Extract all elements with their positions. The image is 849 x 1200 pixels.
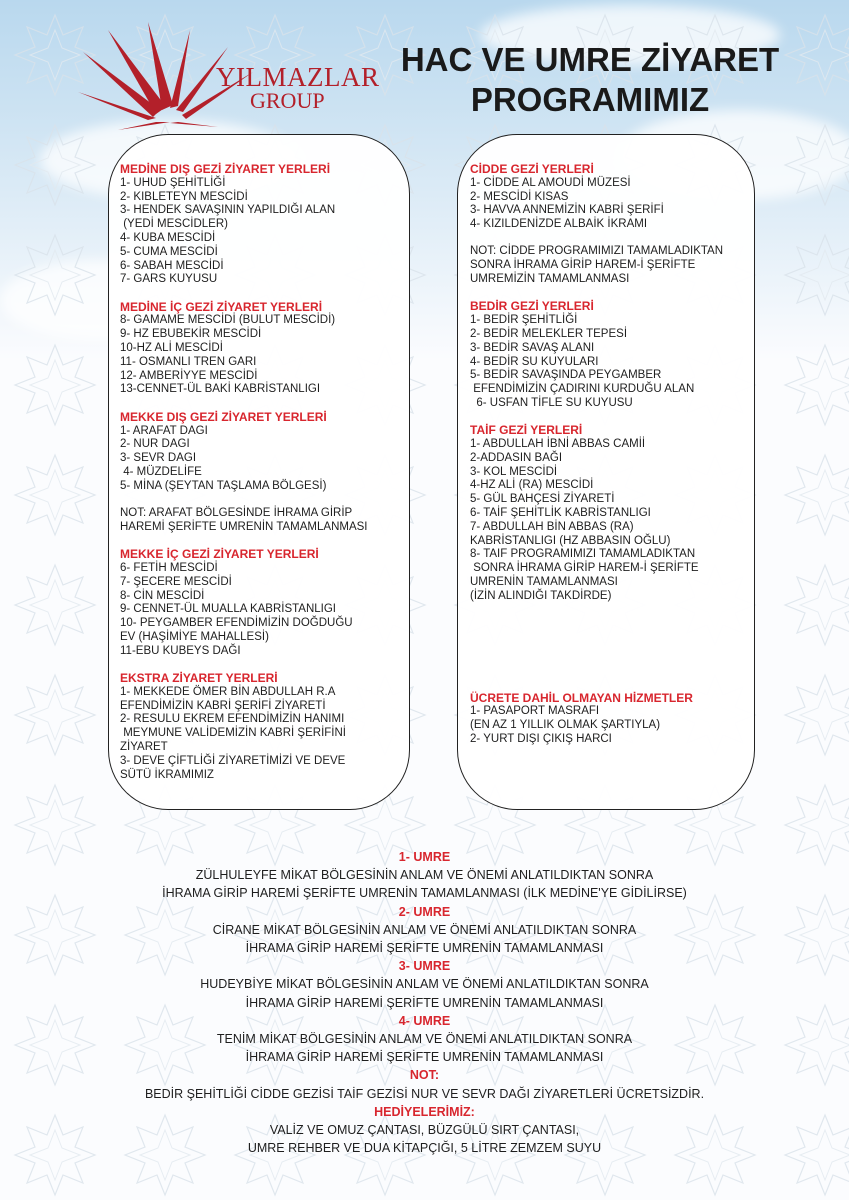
list-item: 1- MEKKEDE ÖMER BİN ABDULLAH R.A bbox=[120, 685, 336, 698]
list-item: 9- HZ EBUBEKİR MESCİDİ bbox=[120, 328, 262, 341]
list-item: 4- MÜZDELİFE bbox=[120, 465, 202, 478]
list-item: 2- YURT DIŞI ÇIKIŞ HARCI bbox=[470, 733, 612, 745]
list-item: 1- ARAFAT DAGI bbox=[120, 424, 208, 437]
list-item: EV (HAŞİMİYE MAHALLESİ) bbox=[120, 630, 269, 643]
list-item: 10-HZ ALİ MESCİDİ bbox=[120, 342, 223, 355]
list-item: 11-EBU KUBEYS DAĞI bbox=[120, 644, 241, 657]
section-block bbox=[120, 548, 405, 658]
list-item: 8- GAMAME MESCİDİ (BULUT MESCİDİ) bbox=[120, 314, 336, 327]
note-block bbox=[120, 507, 405, 535]
list-item: 6- FETİH MESCİDİ bbox=[120, 561, 218, 574]
list-item: 3- SEVR DAGI bbox=[120, 452, 197, 465]
section-title: TAİF GEZİ YERLERİ bbox=[470, 423, 583, 438]
section-block bbox=[470, 692, 752, 747]
text-line: İHRAMA GİRİP HAREMİ ŞERİFTE UMRENİN TAMAMLANMASI bbox=[245, 995, 604, 1010]
section-block bbox=[470, 300, 752, 410]
list-item: 3- HAVVA ANNEMİZİN KABRİ ŞERİFİ bbox=[470, 204, 664, 217]
text-line: HUDEYBİYE MİKAT BÖLGESİNİN ANLAM VE ÖNEMİ ANLATILDIKTAN SONRA bbox=[200, 977, 649, 992]
list-item: 2- BEDİR MELEKLER TEPESİ bbox=[470, 327, 628, 340]
list-item: 6- TAİF ŞEHİTLİK KABRİSTANLIGI bbox=[470, 507, 651, 520]
list-item: 4- KUBA MESCİDİ bbox=[120, 231, 216, 244]
list-item: 3- BEDİR SAVAŞ ALANI bbox=[470, 341, 595, 354]
text-line: İHRAMA GİRİP HAREMİ ŞERİFTE UMRENİN TAMAMLANMASI bbox=[245, 941, 604, 956]
text-line: CİRANE MİKAT BÖLGESİNİN ANLAM VE ÖNEMİ ANLATILDIKTAN SONRA bbox=[212, 922, 637, 937]
list-item: 3- HENDEK SAVAŞININ YAPILDIĞI ALAN bbox=[120, 204, 336, 217]
list-item: 1- BEDİR ŞEHİTLİĞİ bbox=[470, 314, 578, 327]
section-title: MEDİNE İÇ GEZİ ZİYARET YERLERİ bbox=[120, 299, 323, 314]
section-block bbox=[470, 424, 752, 603]
section-heading: NOT: bbox=[409, 1068, 440, 1083]
section-title: MEKKE DIŞ GEZİ ZİYARET YERLERİ bbox=[120, 409, 327, 424]
brand-subtitle: GROUP bbox=[250, 88, 325, 113]
list-item: 7- ŞECERE MESCİDİ bbox=[120, 575, 232, 588]
list-item: UMRENİN TAMAMLANMASI bbox=[470, 576, 618, 589]
title-line-2: PROGRAMIMIZ bbox=[470, 81, 710, 118]
list-item: 4- KIZILDENİZDE ALBAİK İKRAMI bbox=[470, 218, 648, 231]
list-item: 11- OSMANLI TREN GARI bbox=[120, 355, 257, 368]
text-line: İHRAMA GİRİP HAREMİ ŞERİFTE UMRENİN TAMAMLANMASI bbox=[245, 1050, 604, 1065]
list-item: 8- TAIF PROGRAMIMIZI TAMAMLADIKTAN bbox=[470, 548, 696, 561]
list-item: 10- PEYGAMBER EFENDİMİZİN DOĞDUĞU bbox=[120, 617, 353, 630]
list-item: 4- BEDİR SU KUYULARI bbox=[470, 355, 599, 368]
section-block bbox=[120, 672, 405, 782]
list-item: 6- SABAH MESCİDİ bbox=[120, 259, 224, 272]
list-item: KABRİSTANLIGI (HZ ABBASIN OĞLU) bbox=[470, 534, 671, 547]
note-line: NOT: CİDDE PROGRAMIMIZI TAMAMLADIKTAN bbox=[470, 245, 724, 258]
text-line: BEDİR ŞEHİTLİĞİ CİDDE GEZİSİ TAİF GEZİSİ NUR VE SEVR DAĞI ZİYARETLERİ ÜCRETSİZDİR. bbox=[144, 1086, 705, 1101]
list-item: EFENDİMİZİN ÇADIRINI KURDUĞU ALAN bbox=[470, 383, 695, 396]
list-item: 5- BEDİR SAVAŞINDA PEYGAMBER bbox=[470, 369, 662, 382]
note-line: UMREMİZİN TAMAMLANMASI bbox=[470, 273, 630, 286]
note-line: SONRA İHRAMA GİRİP HAREM-İ ŞERİFTE bbox=[470, 259, 696, 272]
list-item: 2- MESCİDİ KISAS bbox=[470, 190, 569, 203]
list-item: 5- GÜL BAHÇESİ ZİYARETİ bbox=[470, 493, 615, 506]
page-title bbox=[380, 40, 800, 120]
section-title: CİDDE GEZİ YERLERİ bbox=[470, 162, 594, 176]
list-item: 9- CENNET-ÜL MUALLA KABRİSTANLIGI bbox=[120, 603, 337, 616]
section-title: BEDİR GEZİ YERLERİ bbox=[470, 299, 594, 314]
text-line: İHRAMA GİRİP HAREMİ ŞERİFTE UMRENİN TAMAMLANMASI (İLK MEDİNE'YE GİDİLİRSE) bbox=[162, 886, 687, 901]
list-item: 2- NUR DAGI bbox=[120, 438, 190, 451]
section-heading: 4- UMRE bbox=[398, 1013, 451, 1028]
section-title: MEDİNE DIŞ GEZİ ZİYARET YERLERİ bbox=[120, 162, 331, 176]
section-title: ÜCRETE DAHİL OLMAYAN HİZMETLER bbox=[470, 690, 693, 705]
section-title: EKSTRA ZİYARET YERLERİ bbox=[120, 671, 278, 685]
list-item: 1- CİDDE AL AMOUDİ MÜZESİ bbox=[470, 176, 631, 189]
list-item: SÜTÜ İKRAMIMIZ bbox=[120, 768, 214, 781]
note-block bbox=[470, 245, 752, 286]
list-item: 8- CİN MESCİDİ bbox=[120, 589, 205, 602]
list-item: 6- USFAN TİFLE SU KUYUSU bbox=[470, 396, 633, 409]
list-item: EFENDİMİZİN KABRİ ŞERİFİ ZİYARETİ bbox=[120, 699, 326, 712]
list-item: 12- AMBERİYYE MESCİDİ bbox=[120, 369, 258, 382]
list-item: (YEDİ MESCİDLER) bbox=[120, 218, 228, 231]
text-line: TENİM MİKAT BÖLGESİNİN ANLAM VE ÖNEMİ ANLATILDIKTAN SONRA bbox=[216, 1032, 633, 1047]
text-line: UMRE REHBER VE DUA KİTAPÇIĞI, 5 LİTRE ZEMZEM SUYU bbox=[247, 1141, 602, 1156]
note-line: NOT: ARAFAT BÖLGESİNDE İHRAMA GİRİP bbox=[120, 507, 353, 520]
list-item: 4-HZ ALİ (RA) MESCİDİ bbox=[470, 479, 594, 492]
list-item: 3- KOL MESCİDİ bbox=[470, 465, 558, 478]
note-line: HAREMİ ŞERİFTE UMRENİN TAMAMLANMASI bbox=[120, 520, 368, 533]
section-heading: 1- UMRE bbox=[398, 850, 451, 864]
list-item: 3- DEVE ÇİFTLİĞİ ZİYARETİMİZİ VE DEVE bbox=[120, 754, 346, 767]
section-block bbox=[120, 301, 405, 398]
list-item: 7- GARS KUYUSU bbox=[120, 273, 218, 286]
title-line-1: HAC VE UMRE ZİYARET bbox=[400, 41, 780, 78]
section-block bbox=[120, 411, 405, 494]
list-item: 5- CUMA MESCİDİ bbox=[120, 245, 218, 258]
section-heading: 3- UMRE bbox=[398, 959, 451, 974]
list-item: MEYMUNE VALİDEMİZİN KABRİ ŞERİFİNİ bbox=[120, 727, 346, 740]
list-item: (İZİN ALINDIĞI TAKDİRDE) bbox=[470, 589, 612, 602]
list-item: 2- RESULU EKREM EFENDİMİZİN HANIMI bbox=[120, 713, 345, 726]
section-heading: HEDİYELERİMİZ: bbox=[374, 1104, 475, 1119]
section-block bbox=[120, 163, 405, 287]
list-item: ZİYARET bbox=[120, 740, 168, 753]
section-block bbox=[470, 163, 752, 232]
list-item: 1- PASAPORT MASRAFI bbox=[470, 705, 600, 718]
text-line: VALİZ VE OMUZ ÇANTASI, BÜZGÜLÜ SIRT ÇANTASI, bbox=[269, 1123, 580, 1138]
list-item: SONRA İHRAMA GİRİP HAREM-İ ŞERİFTE bbox=[470, 562, 699, 575]
list-item: 1- UHUD ŞEHİTLİĞİ bbox=[120, 176, 226, 189]
brand-name: YILMAZLAR bbox=[216, 62, 380, 92]
list-item: 5- MİNA (ŞEYTAN TAŞLAMA BÖLGESİ) bbox=[120, 479, 327, 492]
list-item: 1- ABDULLAH İBNİ ABBAS CAMİİ bbox=[470, 438, 646, 451]
right-column-content bbox=[470, 163, 752, 760]
list-item: 13-CENNET-ÜL BAKİ KABRİSTANLIGI bbox=[120, 383, 321, 396]
list-item: 2-ADDASIN BAĞI bbox=[470, 451, 563, 464]
umre-section bbox=[0, 848, 849, 1157]
list-item: (EN AZ 1 YILLIK OLMAK ŞARTIYLA) bbox=[470, 719, 661, 732]
section-heading: 2- UMRE bbox=[398, 904, 451, 919]
text-line: ZÜLHULEYFE MİKAT BÖLGESİNİN ANLAM VE ÖNEMİ ANLATILDIKTAN SONRA bbox=[195, 868, 654, 883]
list-item: 2- KIBLETEYN MESCİDİ bbox=[120, 190, 248, 203]
left-column-content bbox=[120, 163, 405, 796]
section-title: MEKKE İÇ GEZİ ZİYARET YERLERİ bbox=[120, 547, 319, 562]
list-item: 7- ABDULLAH BİN ABBAS (RA) bbox=[470, 520, 634, 533]
